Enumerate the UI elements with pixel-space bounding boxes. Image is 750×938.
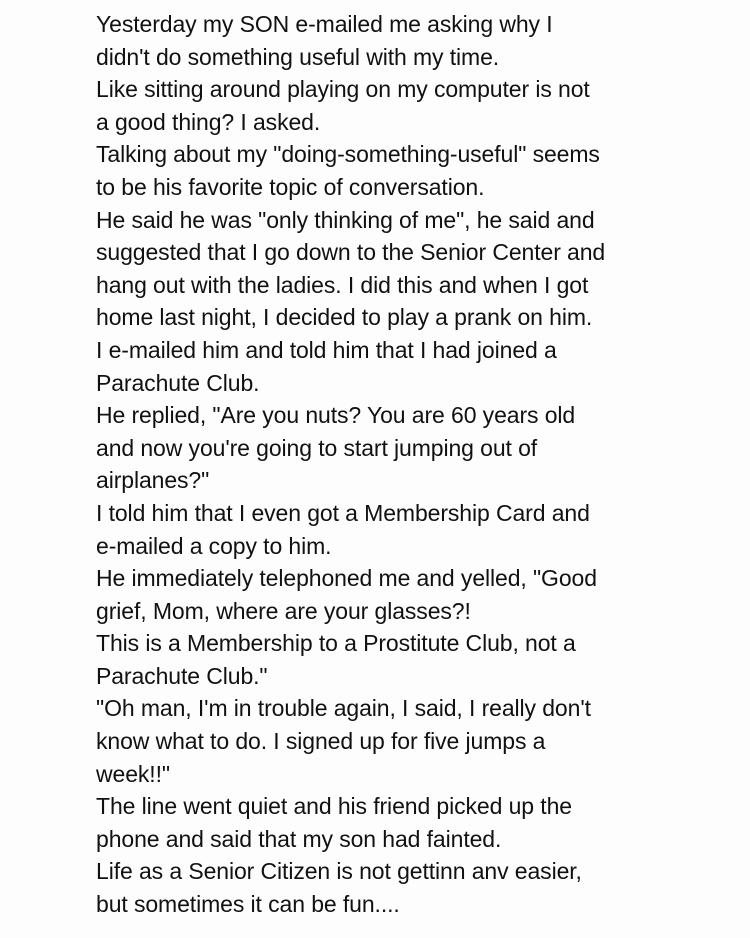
- story-line: Parachute Club.": [96, 662, 268, 689]
- story-line: Life as a Senior Citizen is not gettinn anv easier,: [96, 858, 582, 885]
- story-line: He immediately telephoned me and yelled, "Good: [96, 565, 597, 592]
- story-line: phone and said that my son had fainted.: [96, 825, 502, 852]
- story-line: home last night, I decided to play a prank on him.: [96, 304, 593, 331]
- story-line: Yesterday my SON e-mailed me asking why I: [96, 11, 553, 37]
- story-line: hang out with the ladies. I did this and when I got: [96, 271, 589, 298]
- story-line: "Oh man, I'm in trouble again, I said, I really don't: [96, 695, 591, 722]
- story-line: I told him that I even got a Membership Card and: [96, 499, 590, 526]
- story-text-block: [96, 8, 736, 921]
- story-line: a good thing? I asked.: [96, 108, 321, 135]
- story-line: Parachute Club.: [96, 369, 260, 396]
- story-line: but sometimes it can be fun....: [96, 891, 400, 918]
- story-line: He said he was "only thinking of me", he said and: [96, 206, 595, 233]
- story-line: week!!": [96, 760, 170, 787]
- story-line: Talking about my "doing-something-useful" seems: [96, 141, 600, 168]
- story-line: e-mailed a copy to him.: [96, 532, 332, 559]
- story-line: know what to do. I signed up for five jumps a: [96, 728, 546, 755]
- story-line: grief, Mom, where are your glasses?!: [96, 597, 471, 624]
- story-line: Like sitting around playing on my computer is not: [96, 76, 590, 103]
- story-line: and now you're going to start jumping out of: [96, 434, 538, 461]
- story-line: I e-mailed him and told him that I had joined a: [96, 336, 557, 363]
- story-line: The line went quiet and his friend picked up the: [96, 793, 572, 820]
- story-line: This is a Membership to a Prostitute Club, not a: [96, 630, 576, 657]
- story-line: didn't do something useful with my time.: [96, 43, 500, 70]
- story-line: to be his favorite topic of conversation.: [96, 173, 485, 200]
- story-line: suggested that I go down to the Senior Center and: [96, 239, 606, 266]
- story-line: airplanes?": [96, 467, 210, 494]
- story-line: He replied, "Are you nuts? You are 60 years old: [96, 402, 576, 429]
